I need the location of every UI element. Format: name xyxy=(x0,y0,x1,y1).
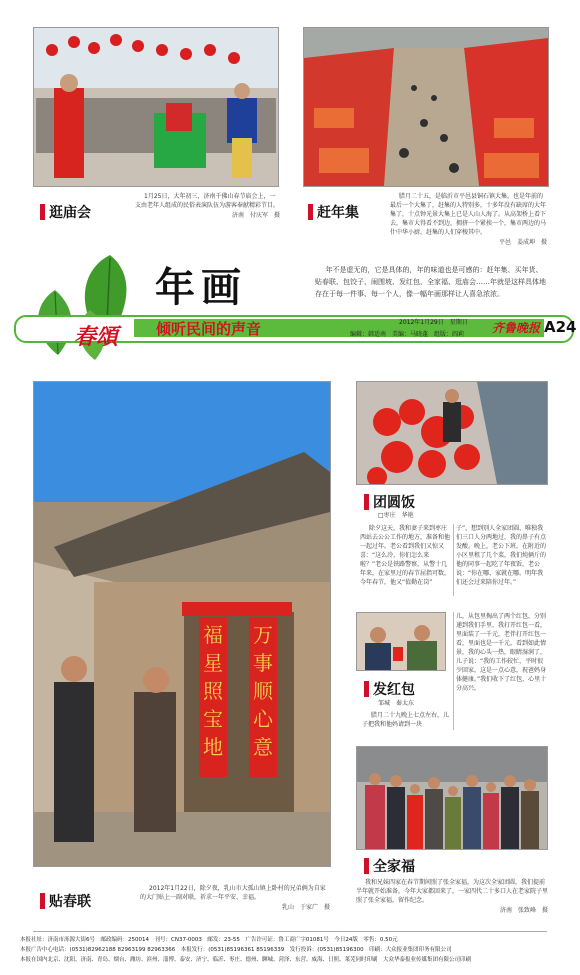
footer xyxy=(20,935,565,965)
byline-red-envelope: 邹城 秦太东 xyxy=(378,700,415,707)
photo-new-year-market xyxy=(303,27,549,187)
label-red-envelope: 发红包 xyxy=(364,679,415,699)
photo-reunion-dinner xyxy=(356,381,548,485)
byline-reunion: □枣庄 华艳 xyxy=(378,512,414,519)
reunion-col1: 除夕这天，我和妻子来到枣庄西站去公公工作的地方，准备和他一起过年。老公看到我们又惊又喜：“这么冷，你们怎么来啦？”老公是铁路警察，从警十几年来，在家里过的春节屈指可数，今年春节，他又“值勤在岗” xyxy=(360,525,450,586)
page-number: A24 xyxy=(544,318,577,336)
reunion-image xyxy=(357,382,547,484)
label-family-portrait: 全家福 xyxy=(364,856,415,876)
issue-date: 2012年1月29日 星期日 xyxy=(399,319,468,326)
family-portrait-image xyxy=(357,747,547,849)
footer-line-3: 本报在国内北京、沈阳、济南、青岛、烟台、潍坊、滨州、淄博、泰安、济宁、临沂、枣庄、德州、聊城、菏泽、东营、威海、日照、莱芜同时印刷 大众华泰报业传媒集团有限公司印刷 xyxy=(20,957,472,963)
footer-line-1: 本报社址：济南市泺源大街6号 邮政编码：250014 刊号：CN37-0003 邮发：23-55 广告许可证：鲁工商广字01081号 今日24版 零售：0.50元 xyxy=(20,937,398,943)
paper-name: 齐鲁晚报 xyxy=(492,321,541,335)
photo-family-portrait xyxy=(356,746,548,850)
market-image xyxy=(304,28,548,186)
couplet-left: 福星照宝地 xyxy=(203,623,223,759)
masthead-intro: 年不是虚无的，它是具体的，年的味道也是可感的：赶年集、买年货、贴春联、包饺子、闹围坡、发红包、全家福、逛庙会……年就是这样具体地存在于每一件事、每一个人，像一幅年画那样让人喜急浓浓。 xyxy=(315,266,546,298)
couplets-image xyxy=(34,382,330,866)
caption-new-year-market: 腊月二十五，是临沂市平邑县铜石镇大集，也是年前的最后一个大集了，赶集的人特别多，十多年没有缺席的大年集了，十点钟光景大集上已是人山人海了。从高架桥上看下去，集市大得看不到边，拥挤一个紧挨一个，集市两边的马什中华小厨，赶集的人们穿梭其中。 平邑 姜成坤 摄 xyxy=(390,193,547,246)
red-envelope-col1: 腊月二十九晚上七点左右，儿子把我和他妈请到一块 xyxy=(362,712,450,728)
label-reunion-dinner: 团圆饭 xyxy=(364,492,415,512)
red-envelope-image xyxy=(357,613,445,670)
photo-red-envelope xyxy=(356,612,446,671)
leaf-icon xyxy=(20,250,160,370)
caption-family-portrait: 我和兄妹四家在春节期间照了张全家福，为这次全家团圆，我们提前半年就开始准备，今年大家都回来了，一家四代二十多口人在老家院子里照了张全家福，留作纪念。 济南 张致峰 摄 xyxy=(356,879,549,914)
label-couplets: 贴春联 xyxy=(40,891,91,911)
red-envelope-col2: 儿，从包里掏出了两个红包，分别递到我们手里，我打开红包一看，里面装了一千元，老伴打开红包一看，里面也是一千元。看到如此情景，我的心头一热，眼睛湿润了，儿子说：“我的工作较忙，平时很少回家，这是一点心意，祝爸妈身体健康。”我们收下了红包，心里十分高兴。 xyxy=(456,613,547,692)
photo-couplets xyxy=(33,381,331,867)
caption-couplets: 2012年1月22日，除夕夜，乳山市大孤山镇上卧村的兄弟俩为自家的大门贴上一副对联，祈求一年平安、幸福。 乳山 于家广 摄 xyxy=(140,885,330,911)
editors: 编辑：韩适南 美编：马晓蓬 组版：阎莉 xyxy=(350,331,465,338)
masthead xyxy=(0,250,580,370)
caption-temple-fair: 1月25日，大年初三，济南千佛山春节庙会上，一支由老年人组成的民俗表演队伍为游客奉献精彩节目。 济南 付庆军 摄 xyxy=(135,193,280,219)
label-temple-fair: 逛庙会 xyxy=(40,202,91,222)
page-title: 年画 xyxy=(155,264,247,311)
reunion-col2: 子”，想到别人全家团圆，唯独我们三口人分两地过，我的鼻子有点发酸。晚上，老公下班，在附近的小区里租了几个菜，我们炖俩斤的他的同事一起吃了年夜饭，老公说：“你在哪，家就在哪。明年我们还会过来陪你过年。” xyxy=(456,525,547,586)
couplet-right: 万事顺心意 xyxy=(253,623,273,759)
section-name: 春頌 xyxy=(74,324,119,350)
footer-line-2: 本报广告中心电话：(0531)82962188 82963199 82963366 本报发行：(0531)85196361 85196339 发行投诉：(0531)85196300 印刷：大众报业集团印务有限公司 xyxy=(20,947,452,953)
temple-fair-image xyxy=(34,28,278,186)
label-new-year-market: 赶年集 xyxy=(308,202,359,222)
section-subtitle: 倾听民间的声音 xyxy=(156,320,262,338)
photo-temple-fair xyxy=(33,27,279,187)
